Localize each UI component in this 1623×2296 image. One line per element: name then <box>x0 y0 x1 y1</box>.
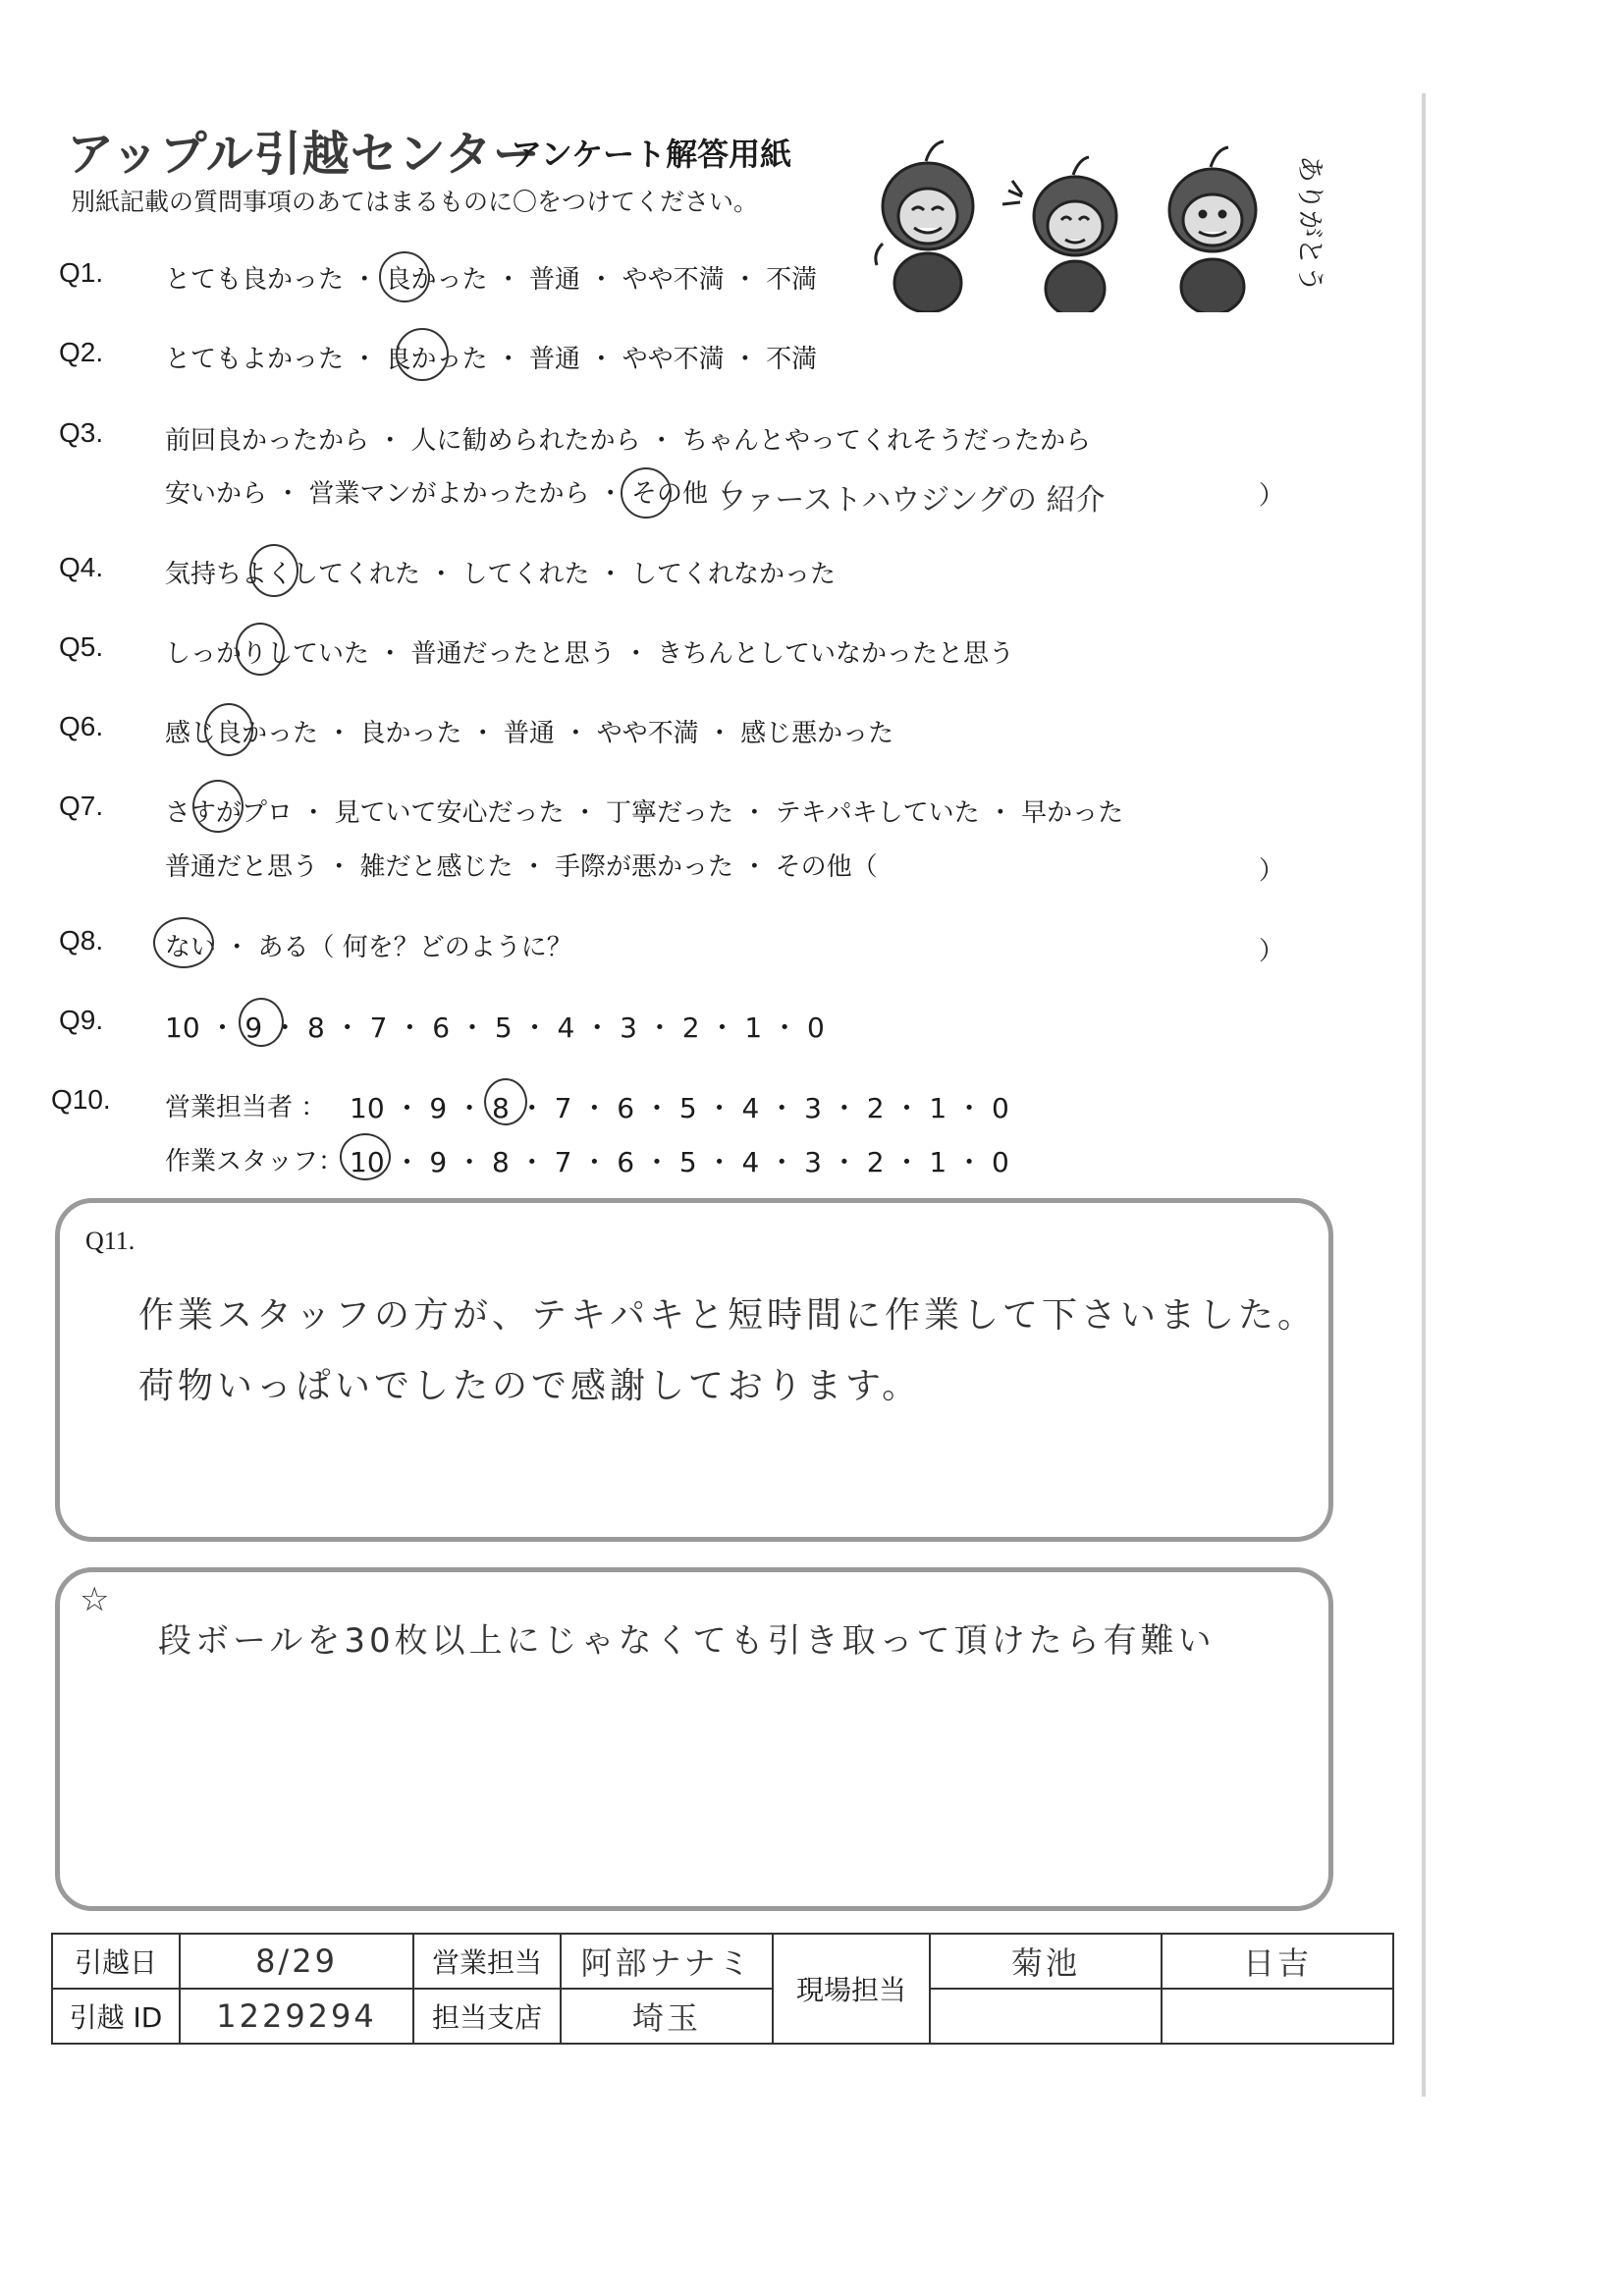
q6-options: 感じ良かった ・ 良かった ・ 普通 ・ やや不満 ・ 感じ悪かった <box>165 719 894 748</box>
q2-selection-circle <box>396 328 449 381</box>
q10-sales-selection-circle <box>484 1078 527 1125</box>
q4-selection-circle <box>249 544 298 597</box>
monkey-mascot-center <box>1002 157 1116 312</box>
q10-sales-scale: 10 ・ 9 ・ 8 ・ 7 ・ 6 ・ 5 ・ 4 ・ 3 ・ 2 ・ 1 ・ 0 <box>350 1092 1009 1124</box>
q11-handwritten-line2: 荷物いっぱいでしたので感謝しております。 <box>138 1366 922 1406</box>
q7-number: Q7. <box>59 791 104 821</box>
q3-paren-close: ） <box>1259 481 1285 511</box>
q5-number: Q5. <box>59 631 104 662</box>
monkey-mascot-right <box>1169 147 1256 312</box>
sales-value: 阿部ナナミ <box>561 1934 773 1989</box>
q3-selection-circle <box>621 467 672 519</box>
monkey-mascot-left <box>876 141 973 312</box>
move-id-label: 引越 ID <box>52 1989 180 2044</box>
thanks-text: ありがとう <box>1294 155 1326 294</box>
q2-number: Q2. <box>59 337 104 367</box>
site-staff-empty-2 <box>1162 1989 1393 2044</box>
q8-paren-close: ） <box>1259 937 1285 966</box>
site-staff-2: 日吉 <box>1162 1934 1393 1989</box>
instruction-text: 別紙記載の質問事項のあてはまるものに〇をつけてください。 <box>71 188 759 216</box>
sales-label: 営業担当 <box>413 1934 561 1989</box>
q8-number: Q8. <box>59 925 104 956</box>
q5-selection-circle <box>236 623 285 676</box>
q9-selection-circle <box>239 998 284 1047</box>
q7-options-line2: 普通だと思う ・ 雑だと感じた ・ 手際が悪かった ・ その他（ <box>165 852 878 882</box>
move-id-value: 1229294 <box>180 1989 413 2044</box>
q9-number: Q9. <box>59 1005 104 1035</box>
q1-options: とても良かった ・ 良かった ・ 普通 ・ やや不満 ・ 不満 <box>165 265 818 295</box>
company-title: アップル引越センター <box>67 127 541 182</box>
q8-selection-circle <box>153 917 214 968</box>
q3-options-line1: 前回良かったから ・ 人に勧められたから ・ ちゃんとやってくれそうだったから <box>165 426 1092 456</box>
q10-sales-label: 営業担当者 ： <box>165 1093 327 1122</box>
q7-paren-close: ） <box>1259 856 1285 886</box>
q2-options: とてもよかった ・ 良かった ・ 普通 ・ やや不満 ・ 不満 <box>165 345 818 374</box>
site-staff-1: 菊池 <box>930 1934 1162 1989</box>
comment-handwritten: 段ボールを30枚以上にじゃなくても引き取って頂けたら有難い <box>158 1621 1216 1661</box>
q7-selection-circle <box>192 780 243 833</box>
move-date-label: 引越日 <box>52 1934 180 1989</box>
q11-free-text-box <box>55 1198 1333 1542</box>
form-subtitle: アンケート解答用紙 <box>511 136 792 173</box>
q3-options-line2: 安いから ・ 営業マンがよかったから ・ その他（ <box>165 479 734 509</box>
q9-scale: 10 ・ 9 ・ 8 ・ 7 ・ 6 ・ 5 ・ 4 ・ 3 ・ 2 ・ 1 ・ 0 <box>165 1011 825 1044</box>
q5-options: しっかりしていた ・ 普通だったと思う ・ きちんとしていなかったと思う <box>165 639 1015 669</box>
q7-options-line1: さすがプロ ・ 見ていて安心だった ・ 丁寧だった ・ テキパキしていた ・ 早かった <box>165 798 1124 828</box>
q6-number: Q6. <box>59 711 104 741</box>
q6-selection-circle <box>204 703 253 756</box>
q3-other-handwritten: ファーストハウジングの 紹介 <box>717 483 1106 518</box>
q1-selection-circle <box>379 251 430 302</box>
q4-options: 気持ちよくしてくれた ・ してくれた ・ してくれなかった <box>165 560 837 589</box>
info-table <box>51 1933 1394 2045</box>
site-staff-label: 現場担当 <box>773 1934 930 2044</box>
site-staff-empty-1 <box>930 1989 1162 2044</box>
branch-value: 埼玉 <box>561 1989 773 2044</box>
q10-staff-scale: 10 ・ 9 ・ 8 ・ 7 ・ 6 ・ 5 ・ 4 ・ 3 ・ 2 ・ 1 ・ 0 <box>350 1146 1009 1178</box>
q4-number: Q4. <box>59 552 104 582</box>
move-date-value: 8/29 <box>180 1934 413 1989</box>
q11-label: Q11. <box>85 1227 135 1255</box>
q1-number: Q1. <box>59 257 104 288</box>
q10-staff-selection-circle <box>340 1133 391 1180</box>
q10-number: Q10. <box>51 1084 111 1115</box>
comment-box <box>55 1567 1333 1911</box>
q10-staff-label: 作業スタッフ： <box>165 1147 345 1176</box>
star-icon: ☆ <box>80 1580 110 1619</box>
q11-handwritten-line1: 作業スタッフの方が、テキパキと短時間に作業して下さいました。 <box>138 1295 1318 1336</box>
monkey-mascot-illustration <box>869 136 1330 312</box>
branch-label: 担当支店 <box>413 1989 561 2044</box>
q8-options: ない ・ ある（ 何を？どのように？ <box>165 933 572 962</box>
scan-edge <box>1422 93 1426 2097</box>
q3-number: Q3. <box>59 417 104 448</box>
